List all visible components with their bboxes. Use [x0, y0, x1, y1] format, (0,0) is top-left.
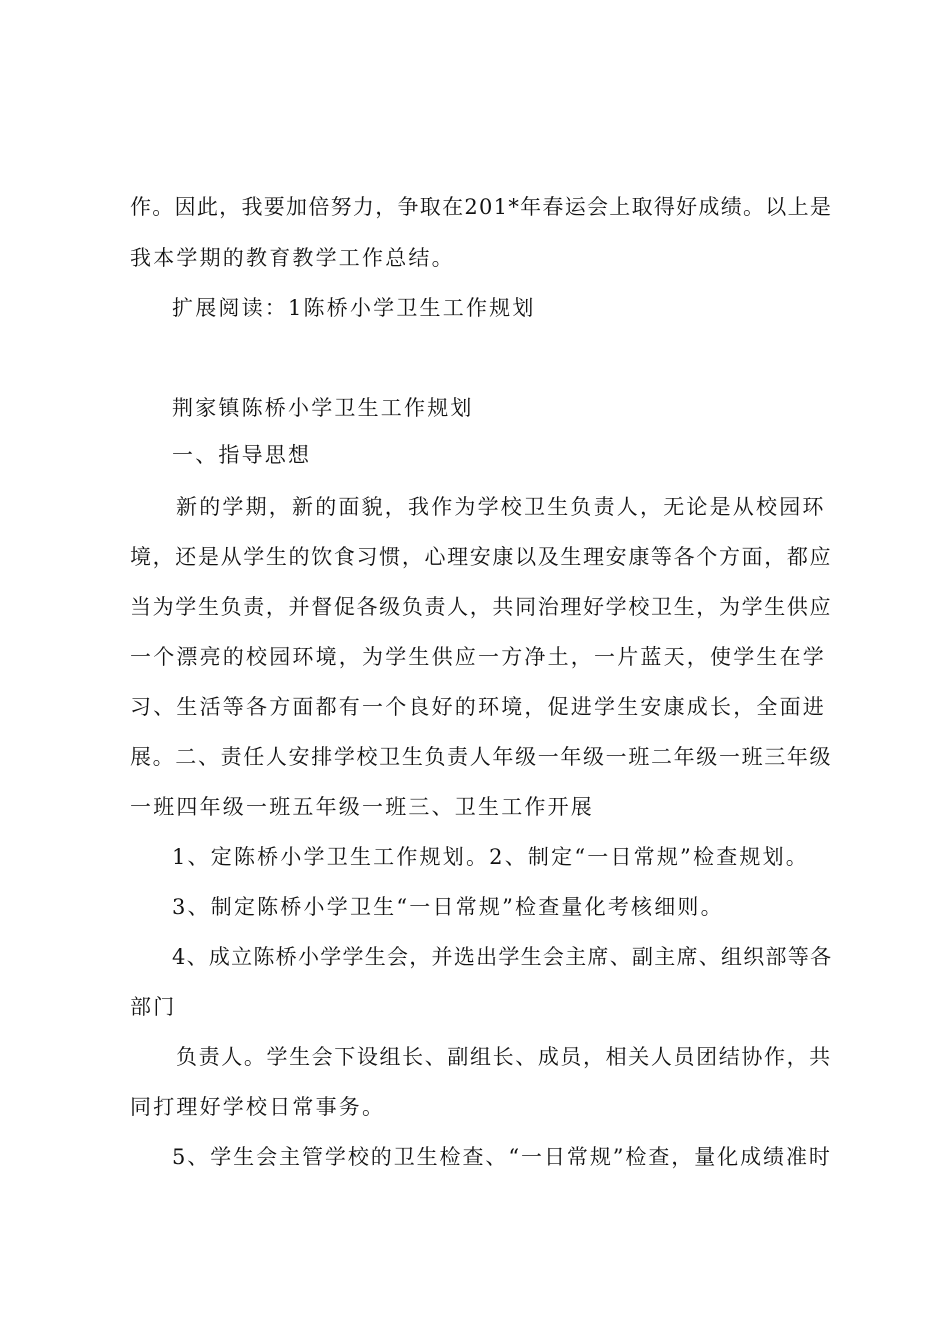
paragraph-line: 部门: [130, 995, 177, 1019]
list-item: 4、成立陈桥小学学生会，并选出学生会主席、副主席、组织部等各: [172, 945, 833, 969]
paragraph-line: 习、生活等各方面都有一个良好的环境，促进学生安康成长，全面进: [130, 695, 826, 719]
paragraph-line: 同打理好学校日常事务。: [130, 1095, 386, 1119]
section-heading: 一、指导思想: [172, 443, 312, 467]
list-item: 3、制定陈桥小学卫生“一日常规”检查量化考核细则。: [172, 895, 724, 919]
paragraph-line: 作。因此，我要加倍努力，争取在201*年春运会上取得好成绩。以上是: [130, 195, 833, 219]
extended-reading-heading: 扩展阅读：1陈桥小学卫生工作规划: [172, 296, 536, 320]
paragraph-line: 我本学期的教育教学工作总结。: [130, 246, 455, 270]
paragraph-line: 一班四年级一班五年级一班三、卫生工作开展: [130, 795, 594, 819]
paragraph-line: 负责人。学生会下设组长、副组长、成员，相关人员团结协作，共: [176, 1045, 832, 1069]
list-item: 1、定陈桥小学卫生工作规划。2、制定“一日常规”检查规划。: [172, 845, 809, 869]
paragraph-line: 展。二、责任人安排学校卫生负责人年级一年级一班二年级一班三年级: [130, 745, 833, 769]
list-item: 5、学生会主管学校的卫生检查、“一日常规”检查，量化成绩准时: [172, 1145, 832, 1169]
paragraph-line: 境，还是从学生的饮食习惯，心理安康以及生理安康等各个方面，都应: [130, 545, 833, 569]
document-title: 荆家镇陈桥小学卫生工作规划: [172, 396, 474, 420]
paragraph-line: 一个漂亮的校园环境，为学生供应一方净土，一片蓝天，使学生在学: [130, 645, 826, 669]
paragraph-line: 新的学期，新的面貌，我作为学校卫生负责人，无论是从校园环: [176, 495, 826, 519]
paragraph-line: 当为学生负责，并督促各级负责人，共同治理好学校卫生，为学生供应: [130, 595, 833, 619]
